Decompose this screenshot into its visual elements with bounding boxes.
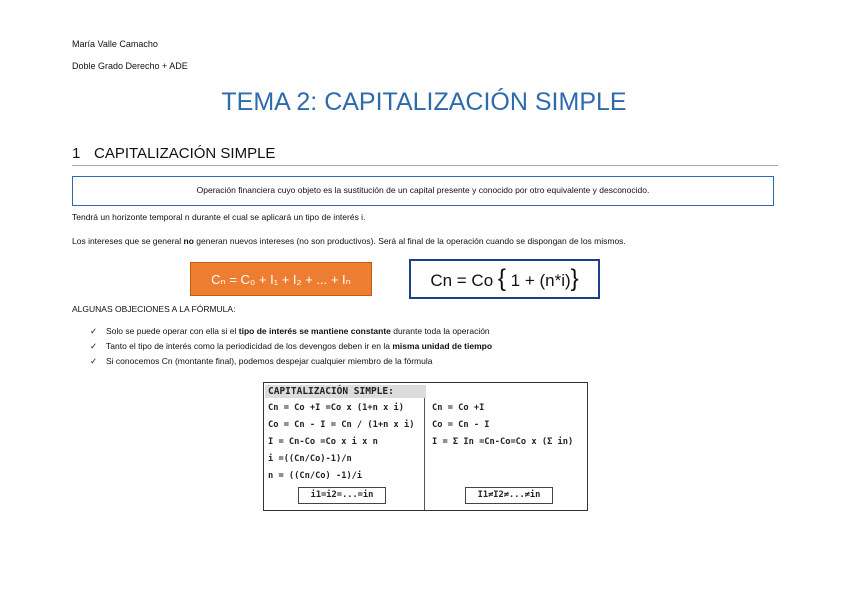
degree-name: Doble Grado Derecho + ADE	[72, 61, 188, 71]
paragraph-interest	[72, 236, 626, 246]
definition-box: Operación financiera cuyo objeto es la sustitución de un capital presente y conocido por otro equivalente y desconocido.	[72, 176, 774, 206]
p2-bold-word: no	[183, 236, 194, 246]
formula-summary-table	[263, 382, 588, 511]
objections-heading: ALGUNAS OBJECIONES A LA FÓRMULA:	[72, 304, 236, 314]
check-icon: ✓	[90, 326, 98, 336]
item-text: Solo se puede operar con ella si el	[106, 326, 239, 336]
item-text: Si conocemos Cn (montante final), podemos despejar cualquier miembro de la fórmula	[106, 356, 433, 366]
item-text: Tanto el tipo de interés como la periodicidad de los devengos deben ir en la	[106, 341, 393, 351]
item-bold: tipo de interés se mantiene constante	[238, 326, 391, 336]
formula-main-left: Cn = Co	[430, 271, 494, 290]
section-heading	[72, 145, 778, 166]
table-equal-rates-box: i1=i2=...=in	[298, 487, 386, 504]
list-item	[90, 354, 492, 369]
table-left-line: i =((Cn/Co)-1)/n	[268, 454, 352, 464]
check-icon: ✓	[90, 341, 98, 351]
item-text-after: durante toda la operación	[390, 326, 490, 336]
table-left-line: I = Cn-Co =Co x i x n	[268, 437, 378, 447]
section-number: 1	[72, 145, 81, 162]
formula-main-inner: 1 + (n*i)	[505, 271, 571, 290]
table-right-line: I = Σ In =Cn-Co=Co x (Σ in)	[432, 437, 574, 447]
p2-text-before: Los intereses que se general	[72, 236, 184, 246]
formula-open-brace: {	[497, 265, 506, 292]
list-item	[90, 324, 492, 339]
item-bold: misma unidad de tiempo	[392, 341, 493, 351]
table-title: CAPITALIZACIÓN SIMPLE:	[265, 385, 426, 398]
table-left-line: Co = Cn - I = Cn / (1+n x i)	[268, 420, 415, 430]
list-item	[90, 339, 492, 354]
paragraph-horizon: Tendrá un horizonte temporal n durante el cual se aplicará un tipo de interés i.	[72, 212, 366, 222]
formula-sum-box: Cₙ = C₀ + I₁ + I₂ + ... + Iₙ	[190, 262, 372, 296]
table-divider	[424, 398, 425, 510]
p2-text-after: generan nuevos intereses (no son productivos). Será al final de la operación cuando se dispongan de los mismos.	[193, 236, 626, 246]
section-title: CAPITALIZACIÓN SIMPLE	[94, 145, 276, 162]
table-left-line: n = ((Cn/Co) -1)/i	[268, 471, 363, 481]
check-icon: ✓	[90, 356, 98, 366]
author-name: María Valle Camacho	[72, 39, 158, 49]
table-unequal-rates-box: I1≠I2≠...≠in	[465, 487, 553, 504]
formula-close-brace: }	[570, 265, 579, 292]
formula-main-box	[409, 259, 600, 299]
document-title: TEMA 2: CAPITALIZACIÓN SIMPLE	[221, 88, 627, 116]
objections-list	[90, 324, 492, 369]
table-right-line: Co = Cn - I	[432, 420, 490, 430]
table-left-line: Cn = Co +I =Co x (1+n x i)	[268, 403, 404, 413]
table-right-line: Cn = Co +I	[432, 403, 485, 413]
